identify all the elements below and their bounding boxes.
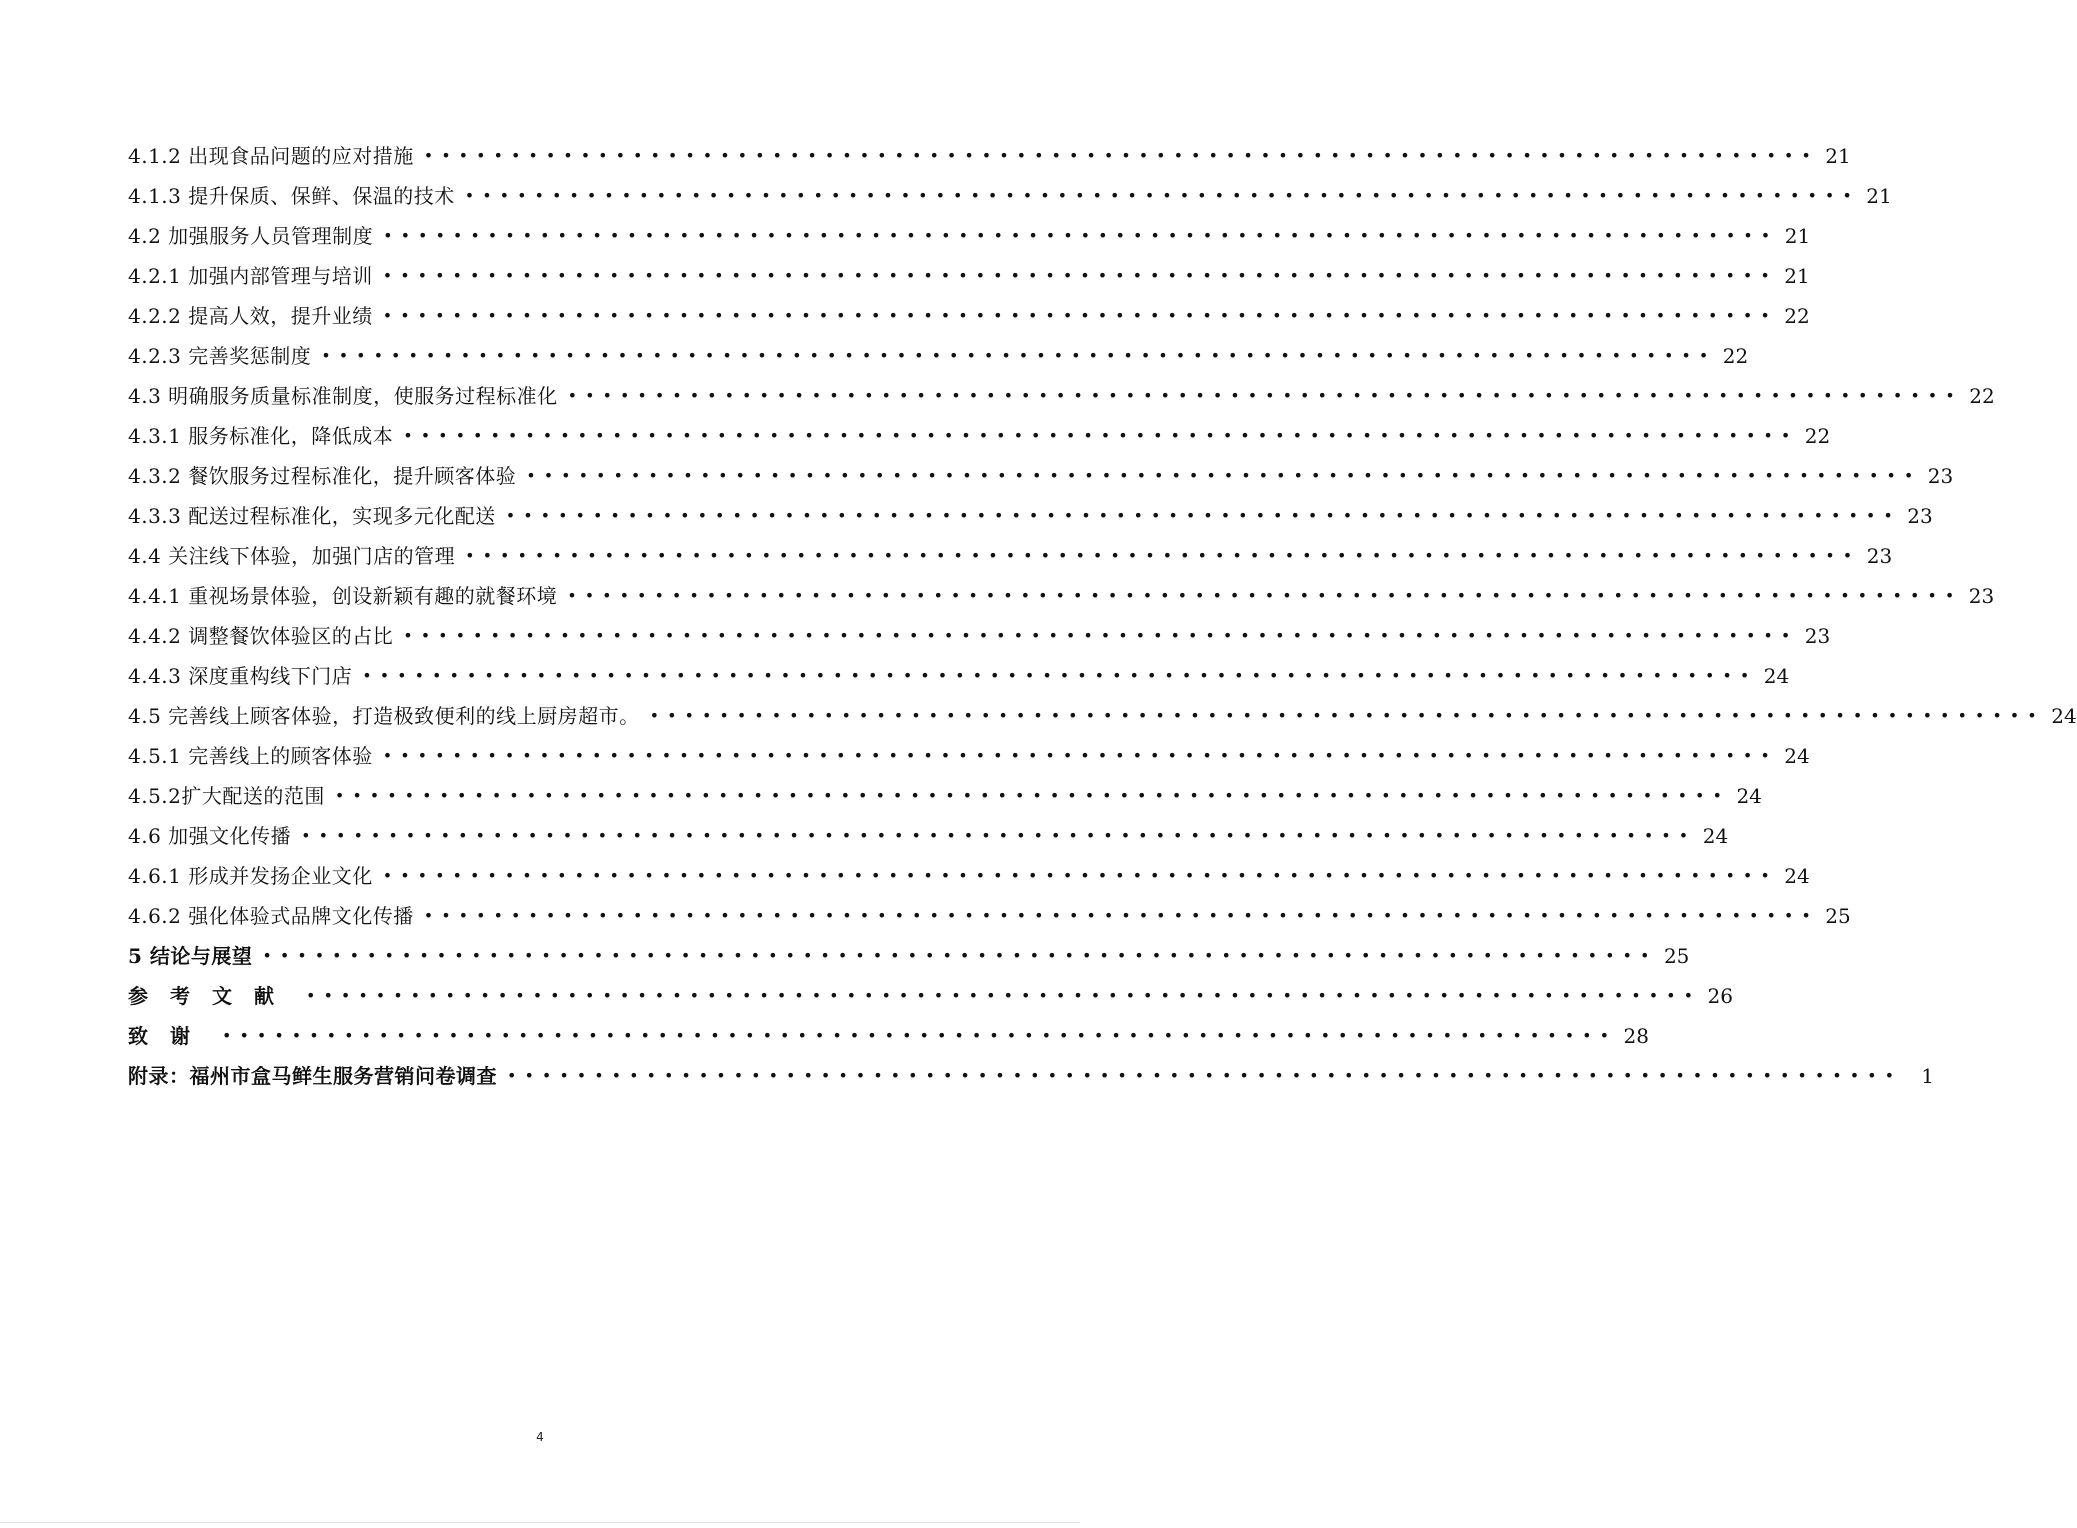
toc-entry[interactable]: [128, 176, 1892, 216]
toc-entry-page: 25: [1663, 944, 1690, 968]
toc-entry[interactable]: [128, 776, 1762, 816]
toc-entry-label: 参考文献: [128, 984, 296, 1008]
toc-entry-page: 23: [1907, 504, 1933, 528]
toc-dot-leader: ••••••••••••••••••••••••••••••••••••••••••••••••••••••••••••••••••••••••••••••••: [526, 466, 1922, 485]
toc-dot-leader: ••••••••••••••••••••••••••••••••••••••••••••••••••••••••••••••••••••••••••••••••: [334, 786, 1730, 805]
toc-entry-page: 21: [1825, 144, 1851, 168]
toc-entry-label: 4.3.1 服务标准化，降低成本: [128, 424, 394, 448]
toc-entry-label: 致谢: [128, 1024, 212, 1048]
toc-entry-label: 4.4.1 重视场景体验，创设新颖有趣的就餐环境: [128, 584, 558, 608]
toc-entry[interactable]: [128, 536, 1893, 576]
toc-entry[interactable]: [128, 816, 1729, 856]
toc-dot-leader: ••••••••••••••••••••••••••••••••••••••••••••••••••••••••••••••••••••••••••••••••: [362, 666, 1758, 685]
toc-entry-label: 4.6 加强文化传播: [128, 824, 292, 848]
toc-entry-label: 4.3.3 配送过程标准化，实现多元化配送: [128, 504, 496, 528]
toc-entry-page: 23: [1804, 624, 1831, 648]
toc-entry[interactable]: [128, 216, 1811, 256]
toc-entry-page: 24: [1702, 824, 1729, 848]
toc-dot-leader: ••••••••••••••••••••••••••••••••••••••••••••••••••••••••••••••••••••••••••••••••: [464, 186, 1860, 205]
toc-dot-leader: ••••••••••••••••••••••••••••••••••••••••••••••••••••••••••••••••••••••••••••••••: [505, 506, 1901, 525]
page-number: 4: [536, 1430, 544, 1444]
toc-entry-page: 21: [1784, 264, 1810, 288]
toc-dot-leader: ••••••••••••••••••••••••••••••••••••••••••••••••••••••••••••••••••••••••••••••••: [321, 346, 1717, 365]
toc-entry[interactable]: [128, 496, 1933, 536]
toc-entry-page: 21: [1866, 184, 1892, 208]
toc-dot-leader: ••••••••••••••••••••••••••••••••••••••••••••••••••••••••••••••••••••••••••••••••: [301, 826, 1697, 845]
toc-entry-label: 4.3.2 餐饮服务过程标准化，提升顾客体验: [128, 464, 517, 488]
toc-entry[interactable]: [128, 696, 2077, 736]
toc-entry-label: 4.2.3 完善奖惩制度: [128, 344, 312, 368]
toc-entry[interactable]: [128, 136, 1851, 176]
toc-entry-label: 4.4.2 调整餐饮体验区的占比: [128, 624, 394, 648]
toc-entry-page: 25: [1825, 904, 1851, 928]
toc-entry-page: 23: [1968, 584, 1995, 608]
toc-entry[interactable]: [128, 416, 1831, 456]
toc-dot-leader: ••••••••••••••••••••••••••••••••••••••••••••••••••••••••••••••••••••••••••••••••: [262, 946, 1658, 965]
toc-entry[interactable]: [128, 256, 1810, 296]
toc-entry-page: 23: [1927, 464, 1954, 488]
toc-entry-appendix[interactable]: [128, 1056, 1934, 1096]
toc-dot-leader: ••••••••••••••••••••••••••••••••••••••••••••••••••••••••••••••••••••••••••••••••: [382, 746, 1778, 765]
toc-entry-label: 4.5 完善线上顾客体验，打造极致便利的线上厨房超市。: [128, 704, 640, 728]
toc-entry-label: 4.2 加强服务人员管理制度: [128, 224, 374, 248]
toc-entry-page: 24: [2051, 704, 2077, 728]
toc-entry-label: 4.6.1 形成并发扬企业文化: [128, 864, 373, 888]
toc-entry-page: 1: [1921, 1064, 1934, 1088]
toc-dot-leader: ••••••••••••••••••••••••••••••••••••••••••••••••••••••••••••••••••••••••••••••••: [507, 1066, 1902, 1085]
toc-entry[interactable]: [128, 336, 1749, 376]
toc-entry-page: 24: [1784, 744, 1810, 768]
toc-entry-page: 24: [1736, 784, 1762, 808]
toc-entry-references[interactable]: [128, 976, 1733, 1016]
toc-entry[interactable]: [128, 616, 1831, 656]
toc-entry-chapter[interactable]: [128, 936, 1690, 976]
toc-dot-leader: ••••••••••••••••••••••••••••••••••••••••••••••••••••••••••••••••••••••••••••••••: [465, 546, 1861, 565]
toc-entry[interactable]: [128, 576, 1995, 616]
toc-dot-leader: ••••••••••••••••••••••••••••••••••••••••••••••••••••••••••••••••••••••••••••••••: [423, 146, 1819, 165]
toc-entry-label: 4.1.2 出现食品问题的应对措施: [128, 144, 414, 168]
toc-dot-leader: ••••••••••••••••••••••••••••••••••••••••••••••••••••••••••••••••••••••••••••••••: [306, 986, 1701, 1005]
toc-entry-label: 4.1.3 提升保质、保鲜、保温的技术: [128, 184, 455, 208]
toc-entry-acknowledgements[interactable]: [128, 1016, 1649, 1056]
toc-dot-leader: ••••••••••••••••••••••••••••••••••••••••••••••••••••••••••••••••••••••••••••••••: [383, 226, 1779, 245]
toc-dot-leader: ••••••••••••••••••••••••••••••••••••••••••••••••••••••••••••••••••••••••••••••••: [649, 706, 2045, 725]
toc-dot-leader: ••••••••••••••••••••••••••••••••••••••••••••••••••••••••••••••••••••••••••••••••: [403, 626, 1799, 645]
toc-dot-leader: ••••••••••••••••••••••••••••••••••••••••••••••••••••••••••••••••••••••••••••••••: [382, 306, 1778, 325]
toc-entry[interactable]: [128, 376, 1995, 416]
toc-entry-page: 22: [1804, 424, 1831, 448]
toc-entry-page: 24: [1763, 664, 1790, 688]
toc-entry-page: 21: [1784, 224, 1811, 248]
toc-entry[interactable]: [128, 856, 1810, 896]
toc-entry-page: 22: [1969, 384, 1995, 408]
toc-entry-label: 4.5.2扩大配送的范围: [128, 784, 325, 808]
toc-entry-label: 4.6.2 强化体验式品牌文化传播: [128, 904, 414, 928]
toc-entry-label: 4.5.1 完善线上的顾客体验: [128, 744, 373, 768]
toc-dot-leader: ••••••••••••••••••••••••••••••••••••••••••••••••••••••••••••••••••••••••••••••••: [423, 906, 1819, 925]
toc-dot-leader: ••••••••••••••••••••••••••••••••••••••••••••••••••••••••••••••••••••••••••••••••: [222, 1026, 1617, 1045]
toc-entry-page: 23: [1866, 544, 1893, 568]
toc-entry[interactable]: [128, 456, 1954, 496]
toc-entry-page: 22: [1722, 344, 1749, 368]
toc-dot-leader: ••••••••••••••••••••••••••••••••••••••••••••••••••••••••••••••••••••••••••••••••: [403, 426, 1799, 445]
toc-entry-page: 24: [1784, 864, 1810, 888]
toc-dot-leader: ••••••••••••••••••••••••••••••••••••••••••••••••••••••••••••••••••••••••••••••••: [382, 866, 1778, 885]
toc-entry[interactable]: [128, 656, 1790, 696]
toc-entry-page: 22: [1784, 304, 1810, 328]
toc-entry[interactable]: [128, 896, 1851, 936]
toc-entry-label: 4.4.3 深度重构线下门店: [128, 664, 353, 688]
table-of-contents: [128, 136, 2077, 1096]
toc-entry-label: 4.2.1 加强内部管理与培训: [128, 264, 373, 288]
toc-entry-label: 5 结论与展望: [128, 944, 253, 968]
toc-entry-page: 28: [1623, 1024, 1649, 1048]
toc-entry-label: 4.2.2 提高人效，提升业绩: [128, 304, 373, 328]
toc-entry-label: 4.3 明确服务质量标准制度，使服务过程标准化: [128, 384, 558, 408]
toc-entry-label: 4.4 关注线下体验，加强门店的管理: [128, 544, 456, 568]
toc-dot-leader: ••••••••••••••••••••••••••••••••••••••••••••••••••••••••••••••••••••••••••••••••: [382, 266, 1778, 285]
toc-entry-page: 26: [1707, 984, 1733, 1008]
toc-entry[interactable]: [128, 296, 1810, 336]
toc-dot-leader: ••••••••••••••••••••••••••••••••••••••••••••••••••••••••••••••••••••••••••••••••: [567, 386, 1963, 405]
toc-entry[interactable]: [128, 736, 1810, 776]
page-bottom-edge: [0, 1522, 1080, 1523]
toc-entry-label: 附录：福州市盒马鲜生服务营销问卷调查: [128, 1064, 497, 1088]
toc-dot-leader: ••••••••••••••••••••••••••••••••••••••••••••••••••••••••••••••••••••••••••••••••: [567, 586, 1963, 605]
